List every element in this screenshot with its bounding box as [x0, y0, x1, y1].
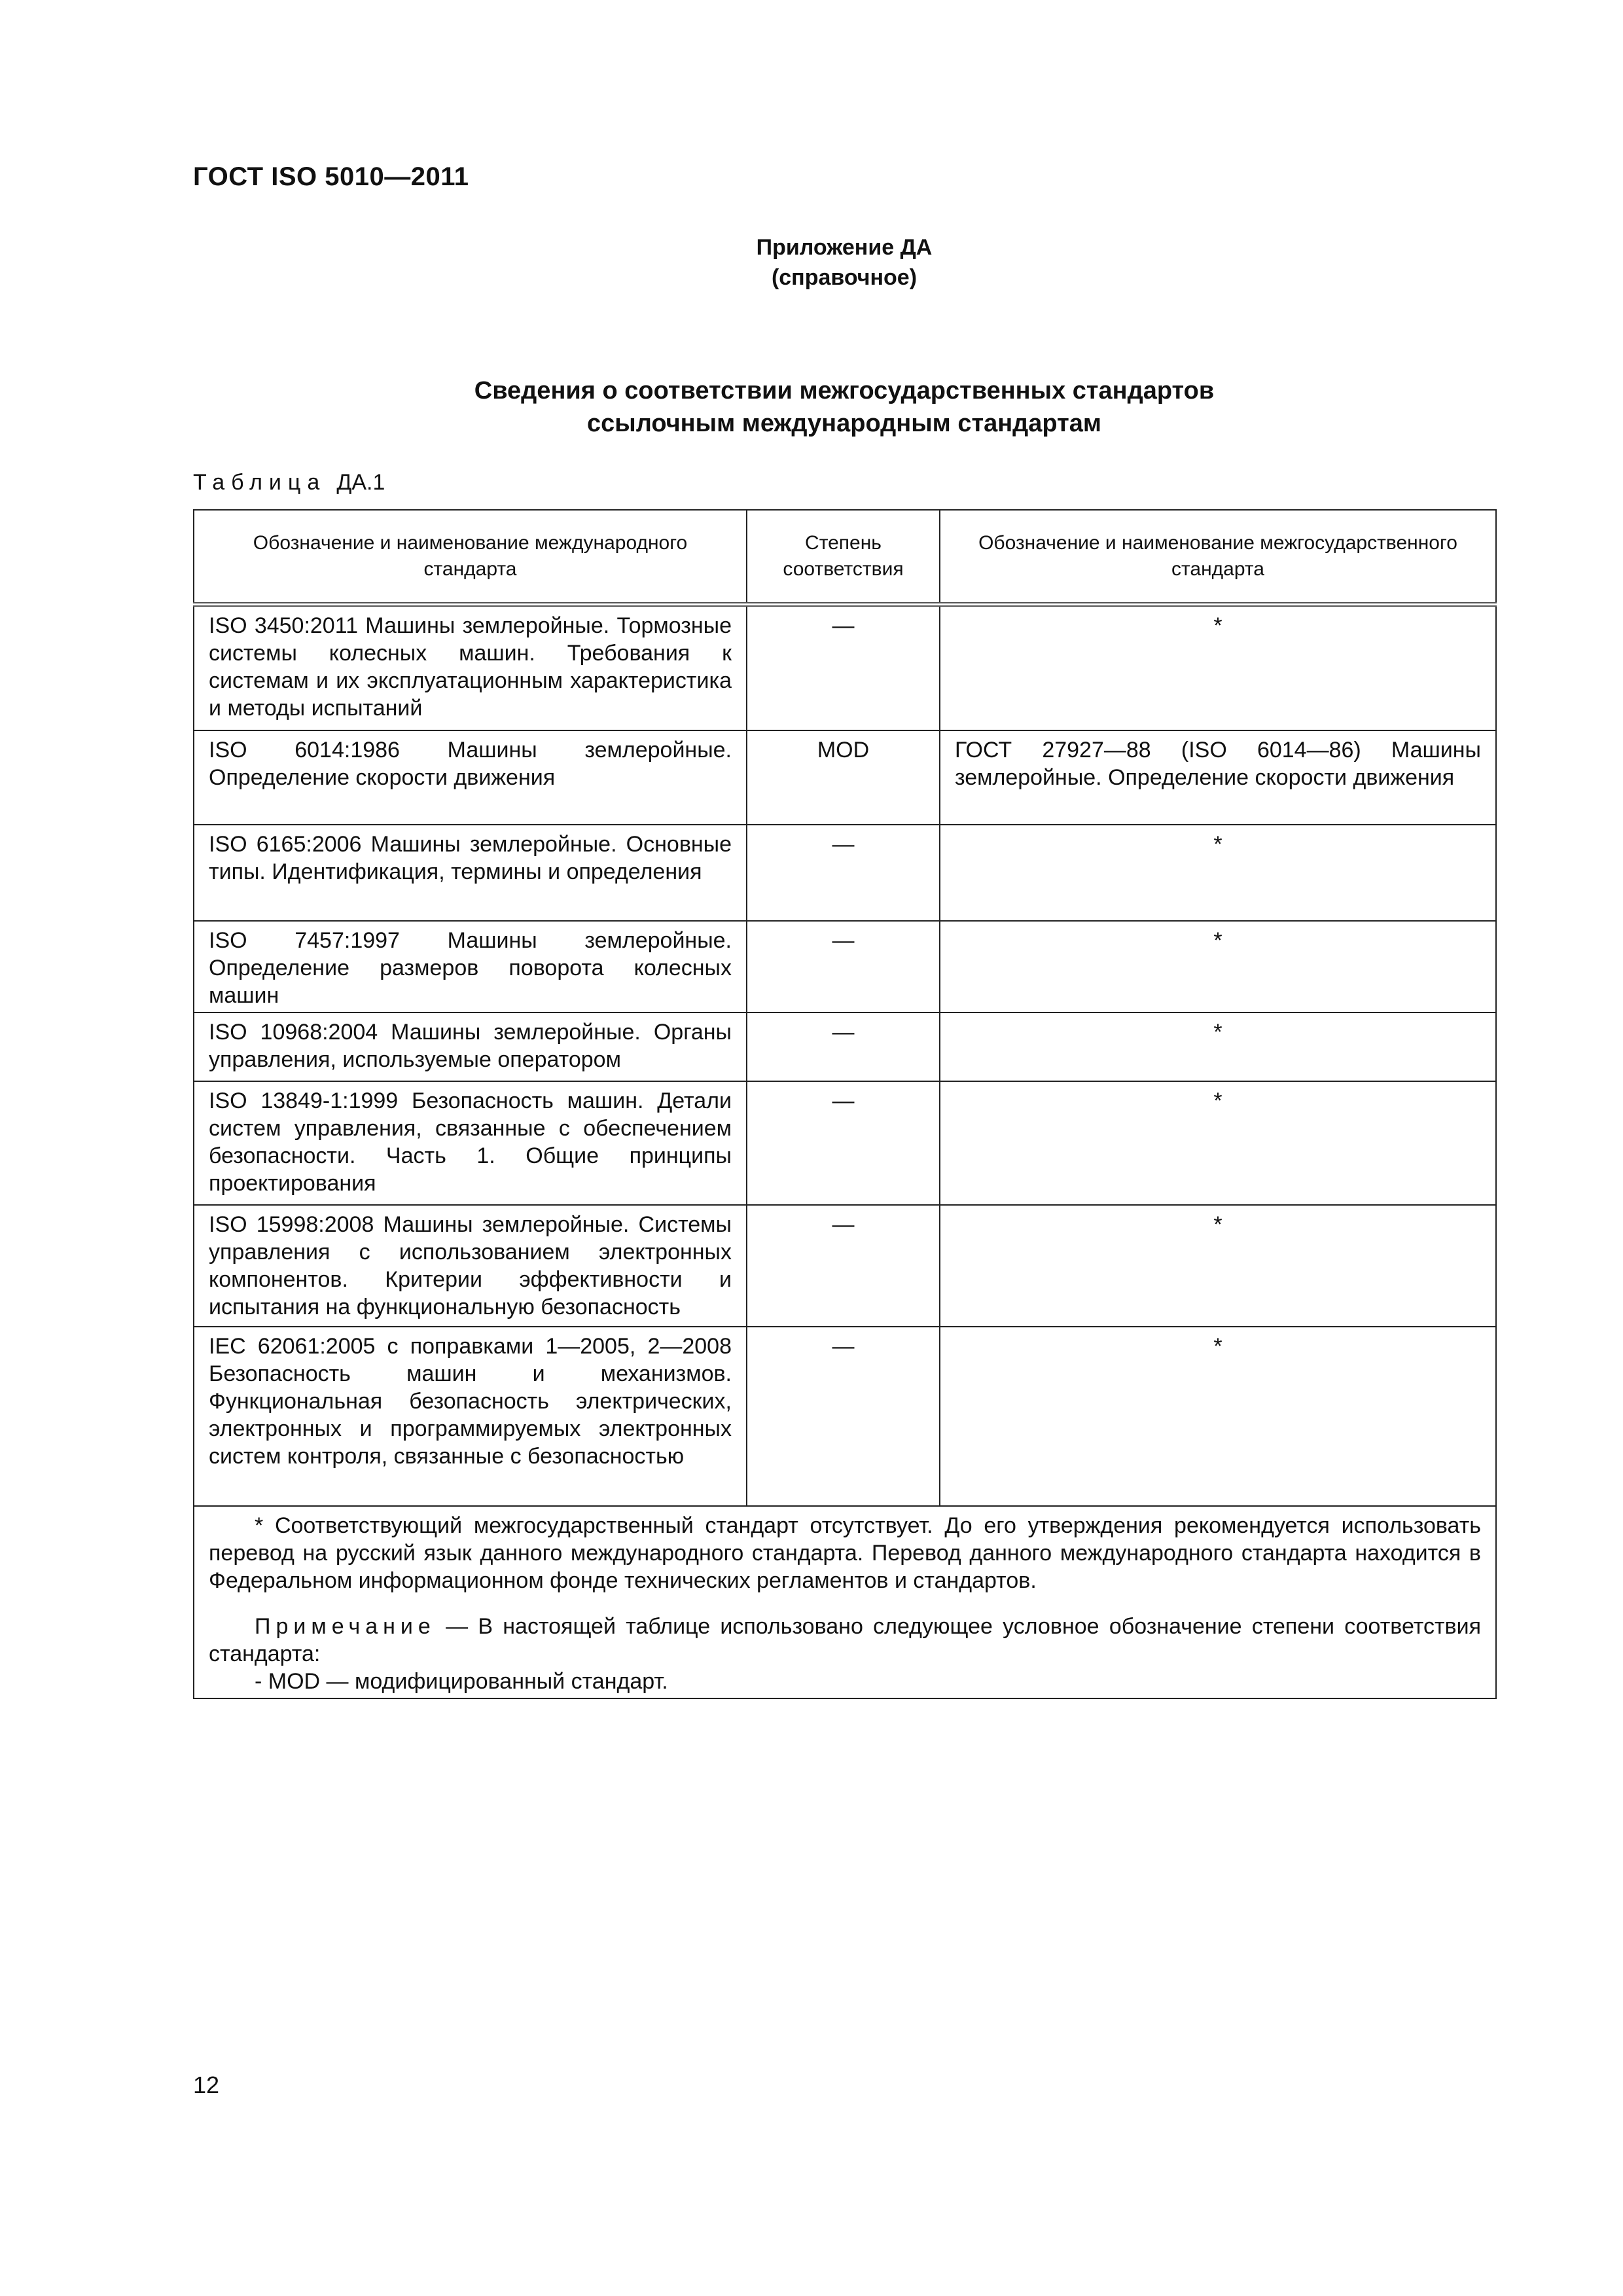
international-standard: ISO 13849-1:1999 Безопасность машин. Детали систем управления, связанные с обеспечением безопасности. Часть 1. Общие принципы проектирования — [194, 1081, 747, 1205]
page-number: 12 — [193, 2072, 220, 2098]
interstate-standard: * — [940, 1013, 1496, 1081]
table-label-word: Таблица — [193, 470, 327, 495]
international-standard: ISO 3450:2011 Машины землеройные. Тормозные системы колесных машин. Требования к системам и их эксплуатационным характеристика и методы испытаний — [194, 605, 747, 731]
section-heading — [360, 374, 1329, 440]
table-row — [194, 605, 1496, 731]
appendix-type: (справочное) — [771, 265, 918, 290]
interstate-standard: * — [940, 1205, 1496, 1327]
table-row — [194, 825, 1496, 921]
international-standard: ISO 6165:2006 Машины землеройные. Основные типы. Идентификация, термины и определения — [194, 825, 747, 921]
table-header-row — [194, 510, 1496, 605]
international-standard: IEC 62061:2005 с поправками 1—2005, 2—2008 Безопасность машин и механизмов. Функциональная безопасность электрических, электронных и программируемых электронных систем контроля, связанные с безопасностью — [194, 1327, 747, 1506]
heading-line-1: Сведения о соответствии межгосударственных стандартов — [474, 377, 1215, 404]
appendix-block — [589, 232, 1099, 293]
correspondence-degree: MOD — [747, 730, 940, 825]
heading-line-2: ссылочным международным стандартам — [586, 410, 1101, 437]
table-row — [194, 1205, 1496, 1327]
correspondence-degree: — — [747, 1327, 940, 1506]
header-degree: Степень соответствия — [747, 510, 940, 605]
table-label-number: ДА.1 — [336, 470, 385, 495]
international-standard: ISO 15998:2008 Машины землеройные. Системы управления с использованием электронных компонентов. Критерии эффективности и испытания на функциональную безопасность — [194, 1205, 747, 1327]
interstate-standard: * — [940, 825, 1496, 921]
note-paragraph — [209, 1613, 1481, 1668]
table-footnote-row — [194, 1506, 1496, 1698]
correspondence-degree: — — [747, 1081, 940, 1205]
header-interstate: Обозначение и наименование межгосударственного стандарта — [940, 510, 1496, 605]
interstate-standard: * — [940, 1081, 1496, 1205]
note-item: - MOD — модифицированный стандарт. — [255, 1669, 668, 1694]
header-international: Обозначение и наименование международного стандарта — [194, 510, 747, 605]
table-row — [194, 921, 1496, 1013]
correspondence-degree: — — [747, 1205, 940, 1327]
correspondence-degree: — — [747, 605, 940, 731]
table-row — [194, 1013, 1496, 1081]
appendix-title: Приложение ДА — [756, 235, 933, 260]
note-word: Примечание — [255, 1614, 436, 1639]
table-row — [194, 1081, 1496, 1205]
international-standard: ISO 10968:2004 Машины землеройные. Органы управления, используемые оператором — [194, 1013, 747, 1081]
correspondence-degree: — — [747, 825, 940, 921]
international-standard: ISO 7457:1997 Машины землеройные. Определение размеров поворота колесных машин — [194, 921, 747, 1013]
note-text: — В настоящей таблице использовано следующее условное обозначение степени соответствия стандарта: — [209, 1614, 1481, 1666]
table-row — [194, 730, 1496, 825]
table-footnote-cell — [194, 1506, 1496, 1698]
interstate-standard: ГОСТ 27927—88 (ISO 6014—86) Машины землеройные. Определение скорости движения — [940, 730, 1496, 825]
footnote-text: * Соответствующий межгосударственный стандарт отсутствует. До его утверждения рекомендуется использовать перевод на русский язык данного международного стандарта. Перевод данного международного стандарта находится в Федеральном информационном фонде технических регламентов и стандартов. — [209, 1513, 1481, 1593]
interstate-standard: * — [940, 921, 1496, 1013]
correspondence-degree: — — [747, 1013, 940, 1081]
correspondence-table — [193, 509, 1497, 1699]
document-code: ГОСТ ISO 5010—2011 — [193, 162, 469, 191]
table-label — [193, 470, 385, 495]
interstate-standard: * — [940, 1327, 1496, 1506]
correspondence-degree: — — [747, 921, 940, 1013]
interstate-standard: * — [940, 605, 1496, 731]
international-standard: ISO 6014:1986 Машины землеройные. Определение скорости движения — [194, 730, 747, 825]
table-row — [194, 1327, 1496, 1506]
